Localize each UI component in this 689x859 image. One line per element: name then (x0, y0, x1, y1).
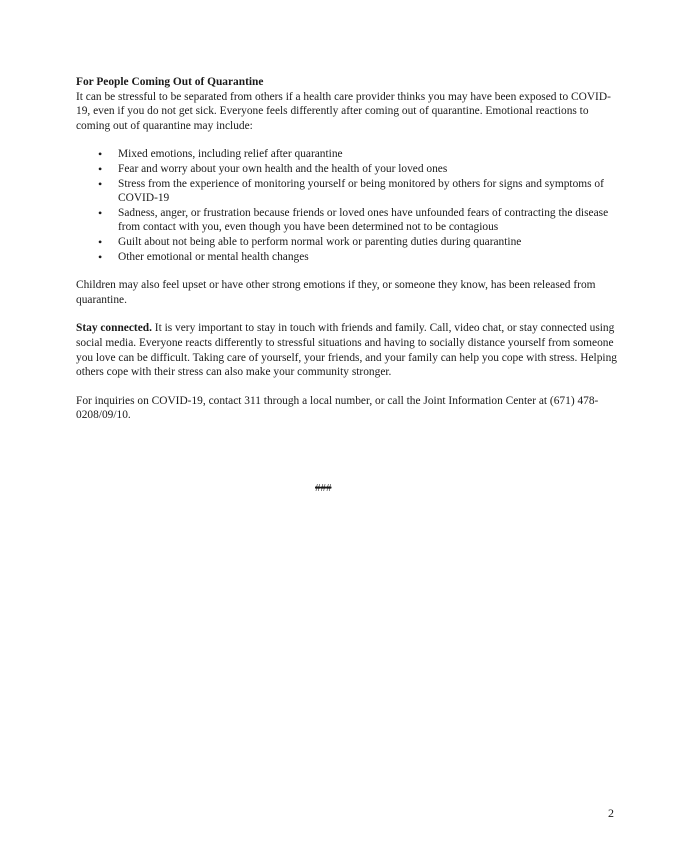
children-paragraph: Children may also feel upset or have other strong emotions if they, or someone they know, has been released from quarantine. (76, 279, 596, 306)
stay-connected-paragraph (76, 321, 622, 379)
list-item: • Mixed emotions, including relief after quarantine (118, 147, 622, 162)
stay-connected-lead: Stay connected. (76, 322, 152, 335)
list-item: • Fear and worry about your own health and the health of your loved ones (118, 162, 622, 177)
document-body (76, 75, 622, 423)
list-item: • Sadness, anger, or frustration because friends or loved ones have unfounded fears of contracting the disease from contact with you, even though you have been determined not to be contagious (118, 206, 622, 235)
end-mark: ### (315, 482, 332, 494)
emotional-reactions-list (76, 147, 622, 264)
list-item: • Guilt about not being able to perform normal work or parenting duties during quarantine (118, 235, 622, 250)
section-heading: For People Coming Out of Quarantine (76, 76, 264, 88)
list-item: • Stress from the experience of monitoring yourself or being monitored by others for signs and symptoms of COVID-19 (118, 177, 622, 206)
page-number: 2 (608, 806, 614, 820)
intro-paragraph: It can be stressful to be separated from others if a health care provider thinks you may have been exposed to COVID-19, even if you do not get sick. Everyone feels differently after coming out of quarantine. Emotional reactions to coming out of quarantine may include: (76, 90, 611, 132)
inquiries-paragraph: For inquiries on COVID-19, contact 311 through a local number, or call the Joint Information Center at (671) 478-0208/09/10. (76, 394, 599, 422)
stay-connected-text: It is very important to stay in touch with friends and family. Call, video chat, or stay connected using social media. Everyone reacts differently to stressful situations and having to socially distance yourself from someone you love can be difficult. Taking care of yourself, your friends, and your family can help you cope with stress. Helping others cope with their stress can also make your community stronger. (76, 322, 617, 379)
list-item: • Other emotional or mental health changes (118, 250, 622, 265)
